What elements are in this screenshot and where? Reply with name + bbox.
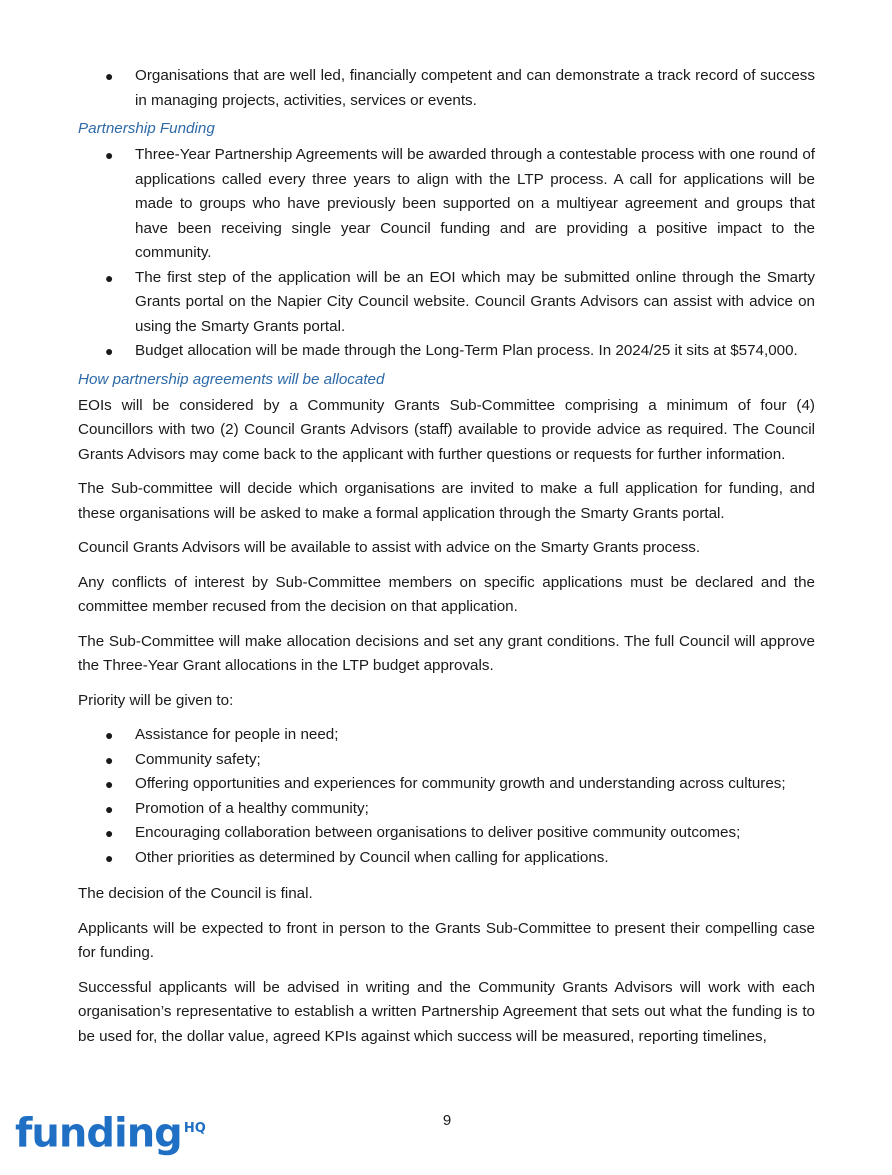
bullet-text: Promotion of a healthy community; xyxy=(135,799,369,817)
funding-hq-logo xyxy=(15,1105,206,1157)
paragraph: The Sub-Committee will make allocation decisions and set any grant conditions. The full Council will approve the Three-Year Grant allocations in the LTP budget approvals. xyxy=(78,632,815,674)
paragraph: Successful applicants will be advised in writing and the Community Grants Advisors will work with each organisation’s representative to establish a written Partnership Agreement that sets out what the funding is to be used for, the dollar value, agreed KPIs against which success will be measured, reporting timelines, xyxy=(78,978,815,1045)
paragraph: Applicants will be expected to front in person to the Grants Sub-Committee to present their compelling case for funding. xyxy=(78,919,815,961)
bullet-text: Assistance for people in need; xyxy=(135,726,339,743)
page-number: 9 xyxy=(442,1112,452,1129)
allocation-heading: How partnership agreements will be allocated xyxy=(78,370,385,388)
paragraph: Any conflicts of interest by Sub-Committee members on specific applications must be declared and the committee member recused from the decision on that application. xyxy=(78,573,815,615)
bullet-text: Community safety; xyxy=(135,750,261,768)
bullet-icon: ● xyxy=(105,800,114,817)
bullet-text: Offering opportunities and experiences for community growth and understanding across cultures; xyxy=(135,775,786,792)
partnership-bullet-list xyxy=(78,143,815,364)
document-page xyxy=(78,64,815,1059)
eligibility-bullet-list xyxy=(78,64,815,113)
bullet-item xyxy=(78,723,815,748)
bullet-text: Budget allocation will be made through the Long-Term Plan process. In 2024/25 it sits at $574,000. xyxy=(135,342,798,359)
bullet-text: Other priorities as determined by Council when calling for applications. xyxy=(135,848,609,866)
logo-text: funding xyxy=(15,1110,182,1157)
logo-suffix: HQ xyxy=(183,1121,206,1136)
bullet-item xyxy=(78,846,815,871)
bullet-item xyxy=(78,748,815,773)
paragraph: EOIs will be considered by a Community Grants Sub-Committee comprising a minimum of four (4) Councillors with two (2) Council Grants Advisors (staff) available to provide advice as required. The Council Grants Advisors may come back to the applicant with further questions or requests for further information. xyxy=(78,396,815,463)
bullet-item xyxy=(78,797,815,822)
bullet-icon: ● xyxy=(105,727,114,743)
bullet-item xyxy=(78,266,815,340)
bullet-item xyxy=(78,821,815,846)
paragraph: Priority will be given to: xyxy=(78,691,234,709)
paragraph: The decision of the Council is final. xyxy=(78,885,313,902)
bullet-icon: ● xyxy=(105,776,114,792)
bullet-icon: ● xyxy=(105,825,114,841)
bullet-icon: ● xyxy=(105,343,114,359)
bullet-item xyxy=(78,772,815,797)
bullet-icon: ● xyxy=(105,849,114,866)
bullet-item xyxy=(78,64,815,113)
bullet-text: Organisations that are well led, financially competent and can demonstrate a track record of success in managing projects, activities, services or events. xyxy=(135,67,815,109)
bullet-text: Encouraging collaboration between organisations to deliver positive community outcomes; xyxy=(135,824,741,841)
bullet-icon: ● xyxy=(105,751,114,768)
priority-bullet-list xyxy=(78,723,815,870)
bullet-icon: ● xyxy=(105,68,114,84)
bullet-icon: ● xyxy=(105,147,114,163)
partnership-funding-heading: Partnership Funding xyxy=(78,120,215,137)
paragraph: The Sub-committee will decide which organisations are invited to make a full application for funding, and these organisations will be asked to make a formal application through the Smarty Grants portal. xyxy=(78,480,815,522)
paragraph: Council Grants Advisors will be available to assist with advice on the Smarty Grants process. xyxy=(78,539,701,556)
bullet-text: Three-Year Partnership Agreements will be awarded through a contestable process with one round of applications called every three years to align with the LTP process. A call for applications will be made to groups who have previously been supported on a multiyear agreement and groups that have been receiving single year Council funding and are providing a positive impact to the community. xyxy=(135,146,815,261)
bullet-text: The first step of the application will be an EOI which may be submitted online through the Smarty Grants portal on the Napier City Council website. Council Grants Advisors can assist with advice on using the Smarty Grants portal. xyxy=(135,268,815,335)
bullet-item xyxy=(78,143,815,266)
bullet-item xyxy=(78,339,815,364)
bullet-icon: ● xyxy=(105,269,114,286)
